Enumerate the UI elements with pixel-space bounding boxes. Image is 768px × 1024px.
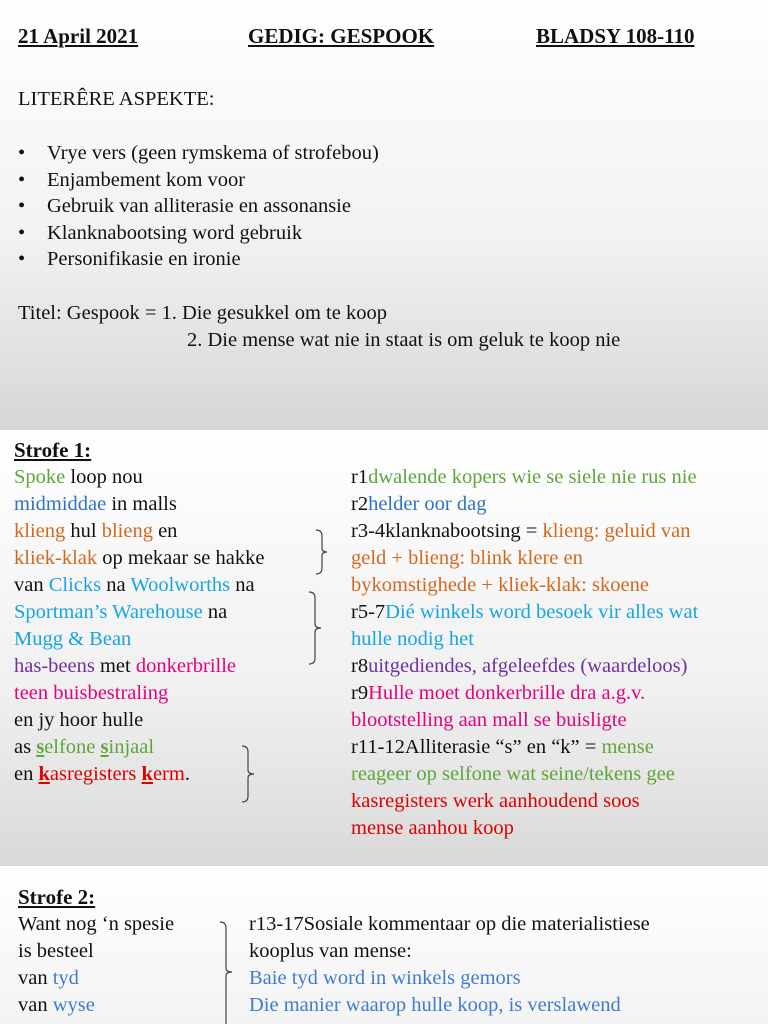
list-item: • Vrye vers (geen rymskema of strofebou) <box>18 140 379 167</box>
note-line: r2helder oor dag <box>351 493 487 515</box>
poem-line: en jy hoor hulle <box>14 709 144 731</box>
brace-icon <box>305 590 325 666</box>
poem-line: van Clicks na Woolworths na <box>14 574 255 596</box>
note-line: reageer op selfone wat seine/tekens gee <box>351 763 675 785</box>
note-line: r8uitgediendes, afgeleefdes (waardeloos) <box>351 655 688 677</box>
note-line: blootstelling aan mall se buisligte <box>351 709 627 731</box>
note-line: r13-17Sosiale kommentaar op die materialistiese <box>249 913 650 935</box>
strofe-2-heading: Strofe 2: <box>18 885 96 909</box>
bullet-icon: • <box>18 248 26 271</box>
bullet-icon: • <box>18 142 26 164</box>
note-line: bykomstighede + kliek-klak: skoene <box>351 574 649 596</box>
date-header: 21 April 2021 <box>18 24 139 48</box>
note-line: Baie tyd word in winkels gemors <box>249 967 521 989</box>
bullet-icon: • <box>18 195 26 218</box>
poem-title-header: GEDIG: GESPOOK <box>248 24 435 48</box>
poem-line: has-beens met donkerbrille <box>14 655 237 677</box>
poem-line: as selfone sinjaal <box>14 736 155 758</box>
poem-line: Mugg & Bean <box>14 628 132 650</box>
poem-line: Sportman’s Warehouse na <box>14 601 228 623</box>
note-line: hulle nodig het <box>351 628 474 650</box>
poem-line: Want nog ‘n spesie <box>18 913 175 935</box>
poem-line: teen buisbestraling <box>14 682 169 704</box>
bullet-icon: • <box>18 168 26 191</box>
poem-line: van tyd <box>18 967 79 989</box>
poem-line: Spoke loop nou <box>14 466 143 488</box>
poem-line: kliek-klak op mekaar se hakke <box>14 547 265 569</box>
note-line: kooplus van mense: <box>249 940 412 962</box>
pages-header: BLADSY 108-110 <box>536 24 695 48</box>
slide-strofe-1 <box>0 432 768 866</box>
note-line: geld + blieng: blink klere en <box>351 547 583 569</box>
brace-icon <box>238 744 258 804</box>
titel-line-2: 2. Die mense wat nie in staat is om geluk te koop nie <box>187 329 621 351</box>
poem-line: midmiddae in malls <box>14 493 177 515</box>
poem-line: klieng hul blieng en <box>14 520 178 542</box>
literary-aspects-heading: LITERÊRE ASPEKTE: <box>18 88 215 110</box>
note-line: kasregisters werk aanhoudend soos <box>351 790 640 812</box>
aspects-list <box>18 140 379 273</box>
list-item: • Personifikasie en ironie <box>18 246 379 273</box>
note-line: r3-4klanknabootsing = klieng: geluid van <box>351 520 691 542</box>
slide-literary-aspects <box>0 0 768 430</box>
note-line: r11-12Alliterasie “s” en “k” = mense <box>351 736 654 758</box>
strofe-1-heading: Strofe 1: <box>14 438 92 462</box>
list-item: • Klanknabootsing word gebruik <box>18 220 379 247</box>
bullet-icon: • <box>18 221 26 244</box>
note-line: r5-7Dié winkels word besoek vir alles wat <box>351 601 699 623</box>
poem-line: is besteel <box>18 940 94 962</box>
slide-strofe-2 <box>0 868 768 1024</box>
titel-line-1: Titel: Gespook = 1. Die gesukkel om te koop <box>18 302 387 324</box>
list-item: • Enjambement kom voor <box>18 167 379 194</box>
list-item: • Gebruik van alliterasie en assonansie <box>18 193 379 220</box>
note-line: mense aanhou koop <box>351 817 514 839</box>
note-line: Die manier waarop hulle koop, is verslawend <box>249 994 621 1016</box>
brace-icon <box>312 528 332 576</box>
poem-line: van wyse <box>18 994 95 1016</box>
brace-icon <box>216 920 236 1024</box>
note-line: r1dwalende kopers wie se siele nie rus nie <box>351 466 697 488</box>
note-line: r9Hulle moet donkerbrille dra a.g.v. <box>351 682 646 704</box>
poem-line: en kasregisters kerm. <box>14 763 190 785</box>
